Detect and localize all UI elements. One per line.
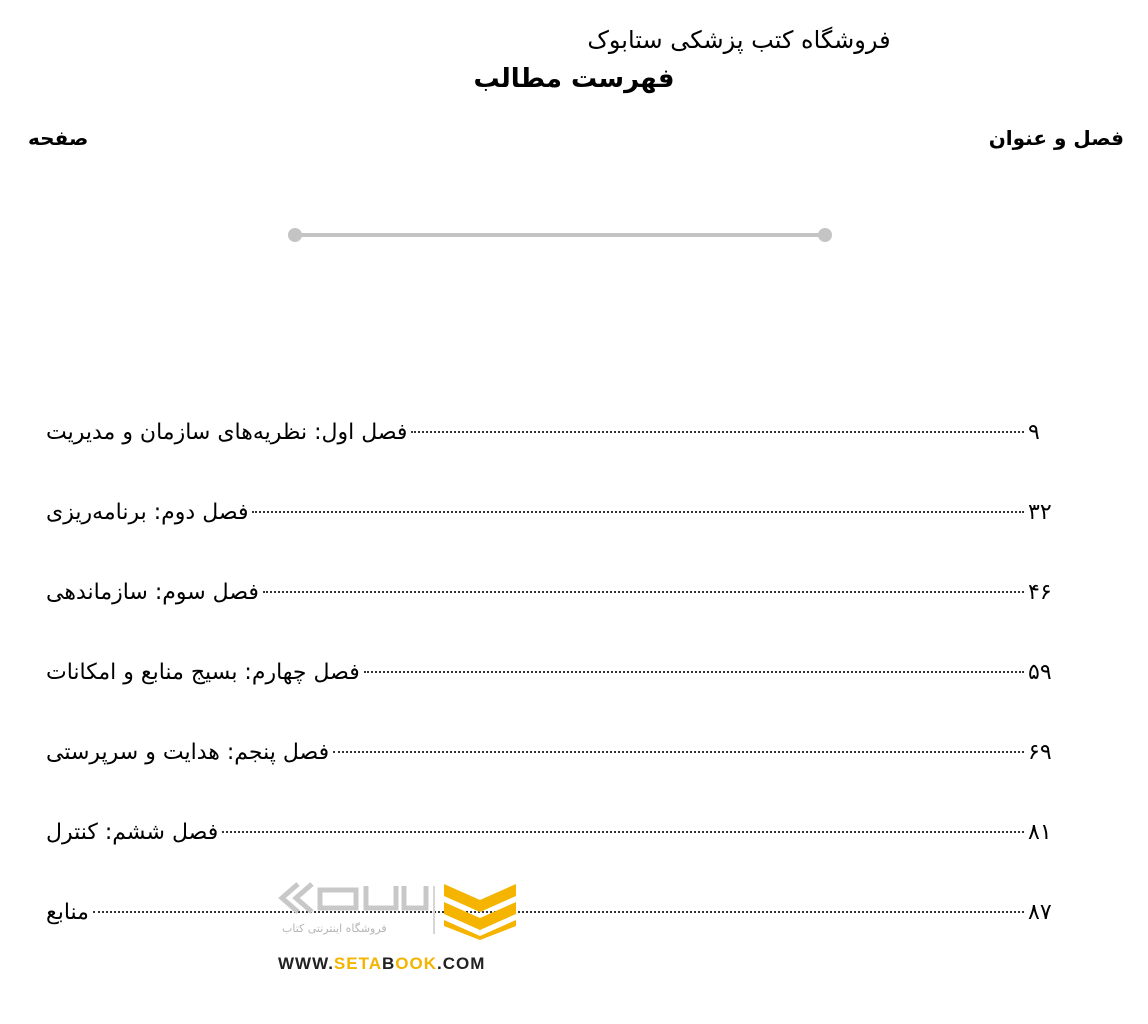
toc-entry[interactable] xyxy=(40,420,1064,500)
toc-entry[interactable] xyxy=(40,820,1064,900)
dot-leader xyxy=(222,831,1024,833)
toc-entry-title: فصل پنجم: هدایت و سرپرستی xyxy=(46,740,330,765)
toc-entry-page: ۳۲ xyxy=(1028,500,1052,525)
url-accent-1: SETA xyxy=(333,954,382,973)
toc-entry-page: ۸۷ xyxy=(1028,900,1052,925)
dot-leader xyxy=(263,591,1024,593)
toc-entry-title: فصل ششم: کنترل xyxy=(46,820,219,845)
url-middle: B xyxy=(382,954,396,973)
toc-entry-page: ۵۹ xyxy=(1028,660,1052,685)
watermark-subtitle: فروشگاه اینترنتی کتاب xyxy=(282,922,387,935)
toc-entry-page: ۶۹ xyxy=(1028,740,1052,765)
url-accent-2: OOK xyxy=(395,954,438,973)
store-name: فروشگاه کتب پزشکی ستابوک xyxy=(587,26,891,54)
page-column-header: صفحه xyxy=(28,126,89,150)
toc-entry-title: منابع xyxy=(46,900,89,925)
toc-entry-title: فصل دوم: برنامه‌ریزی xyxy=(46,500,249,525)
dot-leader xyxy=(333,751,1024,753)
toc-entry-page: ۸۱ xyxy=(1028,820,1052,845)
dot-leader xyxy=(93,911,1024,913)
toc-entry-page: ۴۶ xyxy=(1028,580,1052,605)
table-of-contents xyxy=(40,420,1064,980)
toc-entry[interactable] xyxy=(40,660,1064,740)
page-title: فهرست مطالب xyxy=(473,64,675,94)
toc-entry[interactable] xyxy=(40,900,1064,980)
dot-leader xyxy=(364,671,1024,673)
url-prefix: WWW. xyxy=(278,954,334,973)
chapter-column-header: فصل و عنوان xyxy=(988,126,1124,150)
toc-entry[interactable] xyxy=(40,740,1064,820)
dot-leader xyxy=(411,431,1024,433)
toc-entry[interactable] xyxy=(40,500,1064,580)
watermark-url xyxy=(278,954,485,974)
toc-entry-title: فصل سوم: سازماندهی xyxy=(46,580,259,605)
toc-entry[interactable] xyxy=(40,580,1064,660)
divider-ornament xyxy=(285,224,835,246)
dot-leader xyxy=(252,511,1024,513)
toc-entry-page: ۹ xyxy=(1028,420,1040,445)
toc-entry-title: فصل اول: نظریه‌های سازمان و مدیریت xyxy=(46,420,408,445)
url-suffix: .COM xyxy=(437,954,486,973)
toc-entry-title: فصل چهارم: بسیج منابع و امکانات xyxy=(46,660,360,685)
